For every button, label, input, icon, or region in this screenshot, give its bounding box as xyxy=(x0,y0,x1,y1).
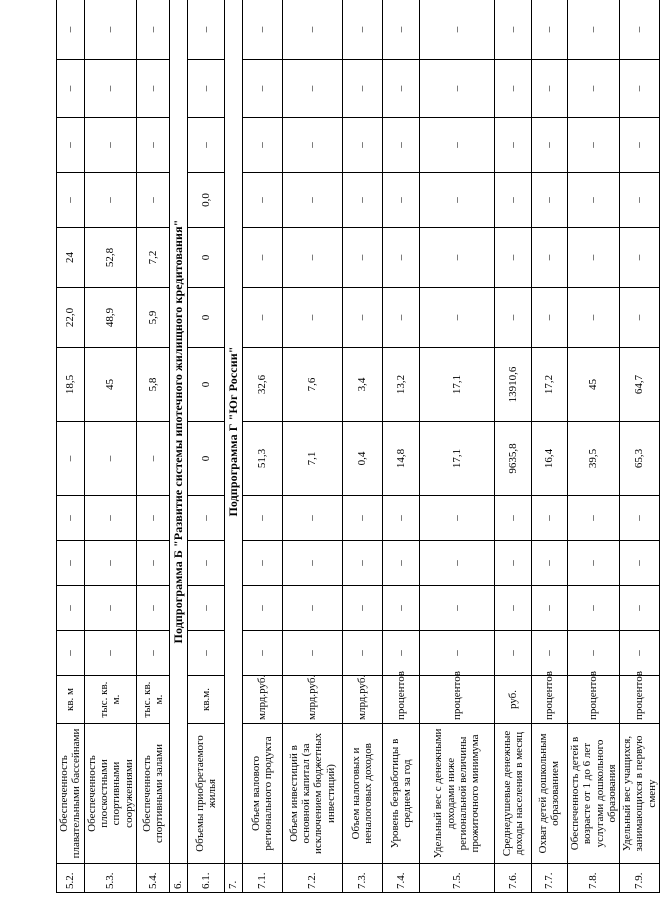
value-cell: – xyxy=(136,541,169,586)
section-row xyxy=(224,0,242,893)
value-cell: – xyxy=(282,541,342,586)
value-cell: – xyxy=(494,586,531,631)
row-number: 5.4. xyxy=(136,864,169,893)
value-cell: – xyxy=(57,0,85,60)
value-cell: – xyxy=(494,118,531,173)
value-cell: – xyxy=(342,0,382,60)
value-cell: 48,9 xyxy=(84,288,136,348)
value-cell: – xyxy=(494,288,531,348)
value-cell: – xyxy=(136,586,169,631)
row-number: 7. xyxy=(224,864,242,893)
row-number: 7.8. xyxy=(567,864,619,893)
indicator-name: Удельный вес с денежными доходами ниже региональной величины прожиточного минимума xyxy=(419,724,494,864)
value-cell: – xyxy=(242,586,282,631)
value-cell: 0,0 xyxy=(187,173,224,228)
value-cell: – xyxy=(342,631,382,676)
value-cell: 0 xyxy=(187,228,224,288)
row-number: 7.7. xyxy=(531,864,567,893)
value-cell: – xyxy=(494,631,531,676)
row-number: 6.1. xyxy=(187,864,224,893)
value-cell: 0 xyxy=(187,422,224,496)
value-cell: – xyxy=(382,631,419,676)
table-row xyxy=(57,0,85,893)
value-cell: – xyxy=(567,0,619,60)
value-cell: – xyxy=(57,496,85,541)
unit-cell: руб. xyxy=(494,676,531,724)
value-cell: 9635,8 xyxy=(494,422,531,496)
value-cell: 0 xyxy=(187,288,224,348)
value-cell: – xyxy=(242,496,282,541)
value-cell: – xyxy=(419,60,494,118)
value-cell: 0 xyxy=(187,348,224,422)
value-cell: – xyxy=(242,631,282,676)
value-cell: – xyxy=(187,541,224,586)
value-cell: – xyxy=(494,541,531,586)
value-cell: – xyxy=(382,288,419,348)
value-cell: – xyxy=(84,60,136,118)
value-cell: – xyxy=(57,631,85,676)
value-cell: – xyxy=(136,631,169,676)
row-number: 7.4. xyxy=(382,864,419,893)
section-row xyxy=(169,0,187,893)
value-cell: – xyxy=(282,173,342,228)
value-cell: – xyxy=(494,228,531,288)
value-cell: – xyxy=(620,541,660,586)
value-cell: – xyxy=(57,118,85,173)
indicator-name: Обеспеченность плавательными бассейнами xyxy=(57,724,85,864)
value-cell: – xyxy=(84,541,136,586)
value-cell: – xyxy=(567,118,619,173)
value-cell: – xyxy=(84,586,136,631)
value-cell: 5,8 xyxy=(136,348,169,422)
value-cell: – xyxy=(620,228,660,288)
value-cell: – xyxy=(419,173,494,228)
unit-cell: тыс. кв. м. xyxy=(136,676,169,724)
section-heading: Подпрограмма Б "Развитие системы ипотечного жилищного кредитования" xyxy=(169,0,187,864)
value-cell: 32,6 xyxy=(242,348,282,422)
indicator-name: Объем инвестиций в основной капитал (за исключением бюджетных инвестиций) xyxy=(282,724,342,864)
value-cell: – xyxy=(567,288,619,348)
row-number: 7.5. xyxy=(419,864,494,893)
value-cell: – xyxy=(419,228,494,288)
value-cell: 52,8 xyxy=(84,228,136,288)
value-cell: – xyxy=(419,288,494,348)
indicator-name: Обеспеченность спортивными залами xyxy=(136,724,169,864)
value-cell: – xyxy=(84,118,136,173)
value-cell: – xyxy=(531,496,567,541)
value-cell: – xyxy=(342,173,382,228)
row-number: 5.2. xyxy=(57,864,85,893)
unit-cell: процентов xyxy=(531,676,567,724)
value-cell: – xyxy=(382,496,419,541)
row-number: 7.2. xyxy=(282,864,342,893)
indicator-name: Обеспеченность детей в возрасте от 1 до 6 лет услугами дошкольного образования xyxy=(567,724,619,864)
value-cell: – xyxy=(419,631,494,676)
indicator-name: Охват детей дошкольным образованием xyxy=(531,724,567,864)
value-cell: – xyxy=(57,541,85,586)
value-cell: 0,4 xyxy=(342,422,382,496)
value-cell: – xyxy=(282,118,342,173)
value-cell: 13910,6 xyxy=(494,348,531,422)
value-cell: – xyxy=(567,541,619,586)
value-cell: – xyxy=(282,228,342,288)
value-cell: 17,1 xyxy=(419,422,494,496)
unit-cell: процентов xyxy=(567,676,619,724)
value-cell: – xyxy=(187,631,224,676)
value-cell: 17,1 xyxy=(419,348,494,422)
value-cell: – xyxy=(567,60,619,118)
value-cell: – xyxy=(57,60,85,118)
value-cell: – xyxy=(84,422,136,496)
table-row xyxy=(382,0,419,893)
value-cell: – xyxy=(342,541,382,586)
value-cell: – xyxy=(382,60,419,118)
value-cell: – xyxy=(567,496,619,541)
value-cell: – xyxy=(187,0,224,60)
value-cell: – xyxy=(342,288,382,348)
value-cell: – xyxy=(531,288,567,348)
row-number: 7.1. xyxy=(242,864,282,893)
value-cell: – xyxy=(187,586,224,631)
indicator-name: Объем налоговых и неналоговых доходов xyxy=(342,724,382,864)
value-cell: – xyxy=(57,586,85,631)
row-number: 7.3. xyxy=(342,864,382,893)
value-cell: – xyxy=(531,586,567,631)
value-cell: – xyxy=(342,496,382,541)
value-cell: – xyxy=(57,173,85,228)
unit-cell: процентов xyxy=(620,676,660,724)
value-cell: – xyxy=(382,173,419,228)
value-cell: – xyxy=(620,173,660,228)
value-cell: – xyxy=(136,496,169,541)
value-cell: 5,9 xyxy=(136,288,169,348)
value-cell: – xyxy=(242,288,282,348)
value-cell: – xyxy=(567,586,619,631)
value-cell: – xyxy=(342,228,382,288)
value-cell: – xyxy=(531,173,567,228)
value-cell: – xyxy=(242,541,282,586)
value-cell: – xyxy=(187,496,224,541)
table-row xyxy=(620,0,660,893)
value-cell: – xyxy=(242,0,282,60)
rotated-table-container xyxy=(56,0,658,893)
value-cell: – xyxy=(419,496,494,541)
value-cell: – xyxy=(242,60,282,118)
value-cell: – xyxy=(494,496,531,541)
indicator-name: Среднедушевые денежные доходы населения в месяц xyxy=(494,724,531,864)
value-cell: – xyxy=(531,228,567,288)
value-cell: – xyxy=(282,496,342,541)
value-cell: 18,5 xyxy=(57,348,85,422)
value-cell: – xyxy=(531,631,567,676)
value-cell: – xyxy=(282,0,342,60)
value-cell: – xyxy=(136,118,169,173)
value-cell: 64,7 xyxy=(620,348,660,422)
table-row xyxy=(187,0,224,893)
value-cell: – xyxy=(567,173,619,228)
value-cell: 3,4 xyxy=(342,348,382,422)
table-row xyxy=(342,0,382,893)
indicator-name: Удельный вес учащихся, занимающихся в первую смену xyxy=(620,724,660,864)
value-cell: – xyxy=(242,118,282,173)
value-cell: – xyxy=(620,0,660,60)
indicator-name: Объемы приобретаемого жилья xyxy=(187,724,224,864)
unit-cell: млрд.руб. xyxy=(242,676,282,724)
unit-cell: млрд.руб. xyxy=(282,676,342,724)
value-cell: – xyxy=(531,60,567,118)
value-cell: – xyxy=(84,173,136,228)
indicator-name: Объем валового регионального продукта xyxy=(242,724,282,864)
value-cell: 51,3 xyxy=(242,422,282,496)
value-cell: – xyxy=(620,288,660,348)
value-cell: – xyxy=(382,118,419,173)
unit-cell: кв.м. xyxy=(187,676,224,724)
table-row xyxy=(567,0,619,893)
unit-cell: процентов xyxy=(382,676,419,724)
value-cell: – xyxy=(567,631,619,676)
value-cell: – xyxy=(620,496,660,541)
value-cell: – xyxy=(620,631,660,676)
value-cell: 39,5 xyxy=(567,422,619,496)
table-row xyxy=(494,0,531,893)
row-number: 7.9. xyxy=(620,864,660,893)
row-number: 7.6. xyxy=(494,864,531,893)
value-cell: 16,4 xyxy=(531,422,567,496)
value-cell: – xyxy=(494,173,531,228)
unit-cell: кв. м xyxy=(57,676,85,724)
value-cell: – xyxy=(620,586,660,631)
value-cell: – xyxy=(342,118,382,173)
row-number: 5.3. xyxy=(84,864,136,893)
value-cell: – xyxy=(187,60,224,118)
value-cell: – xyxy=(419,541,494,586)
value-cell: – xyxy=(282,60,342,118)
value-cell: – xyxy=(57,422,85,496)
value-cell: – xyxy=(419,586,494,631)
table-row xyxy=(531,0,567,893)
value-cell: 7,2 xyxy=(136,228,169,288)
table-row xyxy=(419,0,494,893)
value-cell: – xyxy=(242,228,282,288)
table-row xyxy=(84,0,136,893)
value-cell: – xyxy=(419,118,494,173)
unit-cell: процентов xyxy=(419,676,494,724)
value-cell: – xyxy=(531,541,567,586)
indicator-name: Обеспеченность плоскостными спортивными сооружениями xyxy=(84,724,136,864)
value-cell: – xyxy=(382,0,419,60)
value-cell: – xyxy=(494,60,531,118)
value-cell: 14,8 xyxy=(382,422,419,496)
value-cell: 45 xyxy=(84,348,136,422)
table-row xyxy=(282,0,342,893)
value-cell: – xyxy=(136,60,169,118)
indicators-table xyxy=(56,0,660,893)
indicator-name: Уровень безработицы в среднем за год xyxy=(382,724,419,864)
table-row xyxy=(136,0,169,893)
value-cell: – xyxy=(282,631,342,676)
value-cell: – xyxy=(136,422,169,496)
value-cell: – xyxy=(494,0,531,60)
value-cell: – xyxy=(187,118,224,173)
value-cell: – xyxy=(382,228,419,288)
value-cell: 45 xyxy=(567,348,619,422)
value-cell: 7,6 xyxy=(282,348,342,422)
value-cell: – xyxy=(531,118,567,173)
value-cell: – xyxy=(84,0,136,60)
unit-cell: млрд.руб. xyxy=(342,676,382,724)
value-cell: – xyxy=(419,0,494,60)
value-cell: – xyxy=(136,173,169,228)
value-cell: 13,2 xyxy=(382,348,419,422)
value-cell: 65,3 xyxy=(620,422,660,496)
value-cell: – xyxy=(382,541,419,586)
value-cell: – xyxy=(620,60,660,118)
value-cell: 7,1 xyxy=(282,422,342,496)
value-cell: – xyxy=(242,173,282,228)
table-row xyxy=(242,0,282,893)
value-cell: 17,2 xyxy=(531,348,567,422)
value-cell: – xyxy=(620,118,660,173)
value-cell: – xyxy=(282,586,342,631)
row-number: 6. xyxy=(169,864,187,893)
value-cell: 24 xyxy=(57,228,85,288)
section-heading: Подпрограмма Г "Юг России" xyxy=(224,0,242,864)
value-cell: – xyxy=(342,586,382,631)
value-cell: 22,0 xyxy=(57,288,85,348)
value-cell: – xyxy=(531,0,567,60)
unit-cell: тыс. кв. м. xyxy=(84,676,136,724)
value-cell: – xyxy=(567,228,619,288)
value-cell: – xyxy=(342,60,382,118)
value-cell: – xyxy=(84,631,136,676)
value-cell: – xyxy=(282,288,342,348)
value-cell: – xyxy=(136,0,169,60)
value-cell: – xyxy=(84,496,136,541)
value-cell: – xyxy=(382,586,419,631)
